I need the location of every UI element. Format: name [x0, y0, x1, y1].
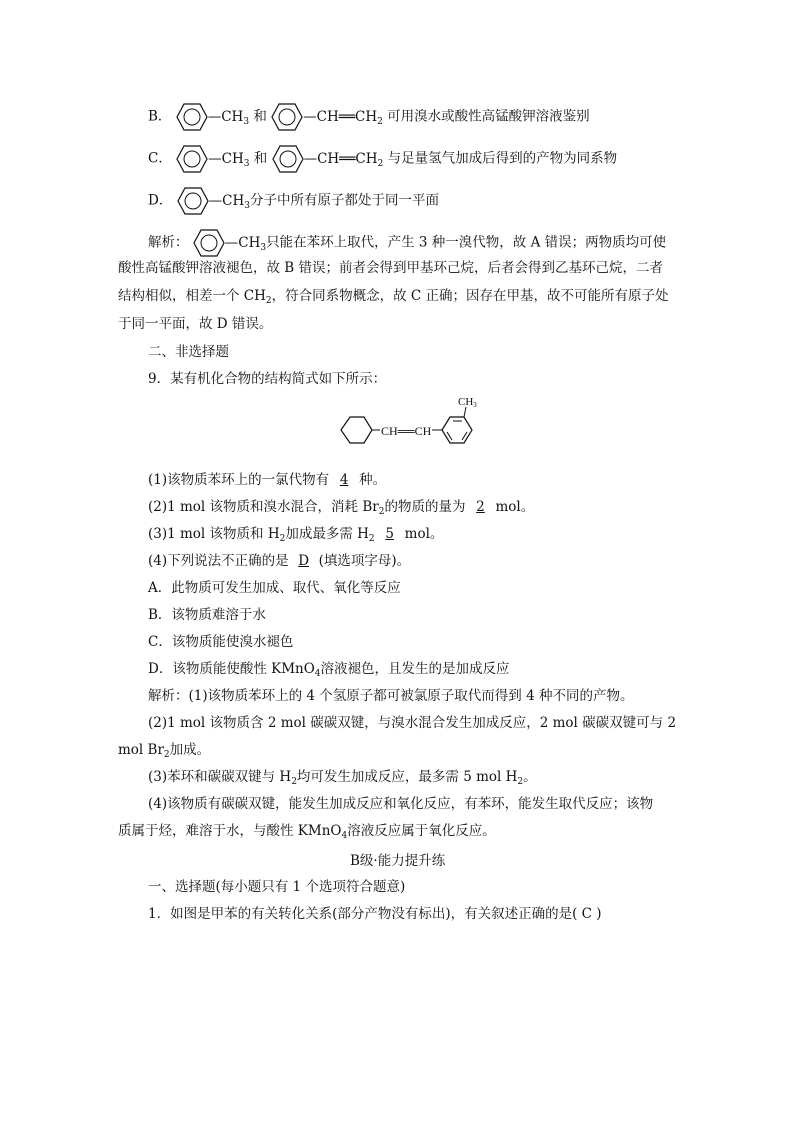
option-text: 与足量氢气加成后得到的产物为同系物: [387, 150, 618, 167]
vinyl-group: $—CH══CH_2$: [303, 150, 384, 169]
choice-a: A．此物质可发生加成、取代、氧化等反应: [148, 580, 401, 596]
analysis-line: 解析：(1)该物质苯环上的 4 个氢原子都可被氯原子取代而得到 4 种不同的产物。: [148, 688, 634, 704]
and-text: 和: [253, 108, 267, 125]
analysis-line: 于同一平面，故 D 错误。: [118, 316, 273, 332]
sub-question-4: (4)下列说法不正确的是 D (填选项字母)。: [148, 553, 411, 569]
methyl-group: $—CH_3$: [207, 108, 250, 127]
analysis-line: (2)1 mol 该物质含 2 mol 碳碳双键，与溴水混合发生加成反应，2 mol 碳碳双键可与 2: [148, 715, 677, 731]
analysis-line: 质属于烃，难溶于水，与酸性 KMnO$_4$溶液反应属于氧化反应。: [118, 823, 496, 841]
section-heading: 一、选择题(每小题只有 1 个选项符合题意): [148, 879, 406, 895]
benzene-ring-icon: [272, 144, 304, 174]
choice-d: D．该物质能使酸性 KMnO$_4$溶液褪色，且发生的是加成反应: [148, 661, 510, 679]
analysis-line: 结构相似，相差一个 $CH_2$，符合同系物概念，故 C 正确；因存在甲基，故不可能所有原子处: [118, 288, 669, 306]
choice-c: C．该物质能使溴水褪色: [148, 634, 294, 650]
analysis-line: 解析： $—CH_3$只能在苯环上取代，产生 3 种一溴代物，故 A 错误；两物质均可使: [148, 228, 666, 258]
benzene-ring-icon: [271, 102, 303, 132]
analysis-line: 酸性高锰酸钾溶液褪色，故 B 错误；前者会得到甲基环己烷，后者会得到乙基环己烷，二者: [118, 260, 664, 276]
analysis-label: 解析：: [148, 234, 189, 251]
option-letter: B．: [148, 108, 172, 125]
benzene-ring-icon: [176, 144, 208, 174]
option-letter: D．: [148, 192, 173, 209]
sub-question-3: (3)1 mol 该物质和 $H_2$加成最多需 $H_2$ 5 mol。: [148, 526, 444, 544]
sub-question-2: (2)1 mol 该物质和溴水混合，消耗 $Br_2$的物质的量为 2 mol。: [148, 499, 535, 517]
cyclohexene-ring: [341, 417, 372, 443]
methyl-group: $—CH_3$: [224, 234, 267, 253]
option-c: [148, 144, 617, 174]
choice-b: B．该物质难溶于水: [148, 607, 266, 623]
analysis-line: mol $Br_2$加成。: [118, 742, 211, 760]
option-letter: C．: [148, 150, 172, 167]
sub-question-1: (1)该物质苯环上的一氯代物有 4 种。: [148, 472, 387, 488]
benzene-ring-icon: [177, 186, 209, 216]
vinyl-group: $—CH══CH_2$: [303, 108, 383, 127]
answer-blank: D: [298, 553, 310, 569]
and-text: 和: [253, 150, 268, 167]
answer-blank: 4: [339, 472, 349, 488]
option-text: 可用溴水或酸性高锰酸钾溶液鉴别: [387, 108, 590, 125]
benzene-ring-icon: [176, 102, 208, 132]
analysis-line: (3)苯环和碳碳双键与 $H_2$均可发生加成反应，最多需 5 mol $H_2$。: [148, 769, 537, 787]
question-stem: 1．如图是甲苯的有关转化关系(部分产物没有标出)，有关叙述正确的是( C ): [148, 906, 602, 922]
analysis-line: (4)该物质有碳碳双键，能发生加成反应和氧化反应，有苯环，能发生取代反应；该物: [148, 796, 654, 812]
option-d: [148, 186, 439, 216]
option-text: 分子中所有原子都处于同一平面: [249, 192, 439, 209]
section-heading: 二、非选择题: [148, 344, 229, 360]
option-b: [148, 102, 590, 132]
level-heading: B级·能力提升练: [350, 853, 446, 869]
structure-bridge: CH══CH: [381, 424, 432, 438]
question-stem: 9．某有机化合物的结构简式如下所示：: [148, 371, 387, 387]
benzene-ring-icon: [193, 228, 225, 258]
answer-blank: 2: [476, 499, 485, 515]
methyl-group: $—CH_3$: [208, 150, 250, 169]
structure-methyl: CH3: [458, 396, 477, 409]
methyl-group: $—CH_3$: [208, 192, 250, 211]
answer-blank: 5: [385, 526, 394, 542]
structure-diagram: [332, 395, 492, 465]
